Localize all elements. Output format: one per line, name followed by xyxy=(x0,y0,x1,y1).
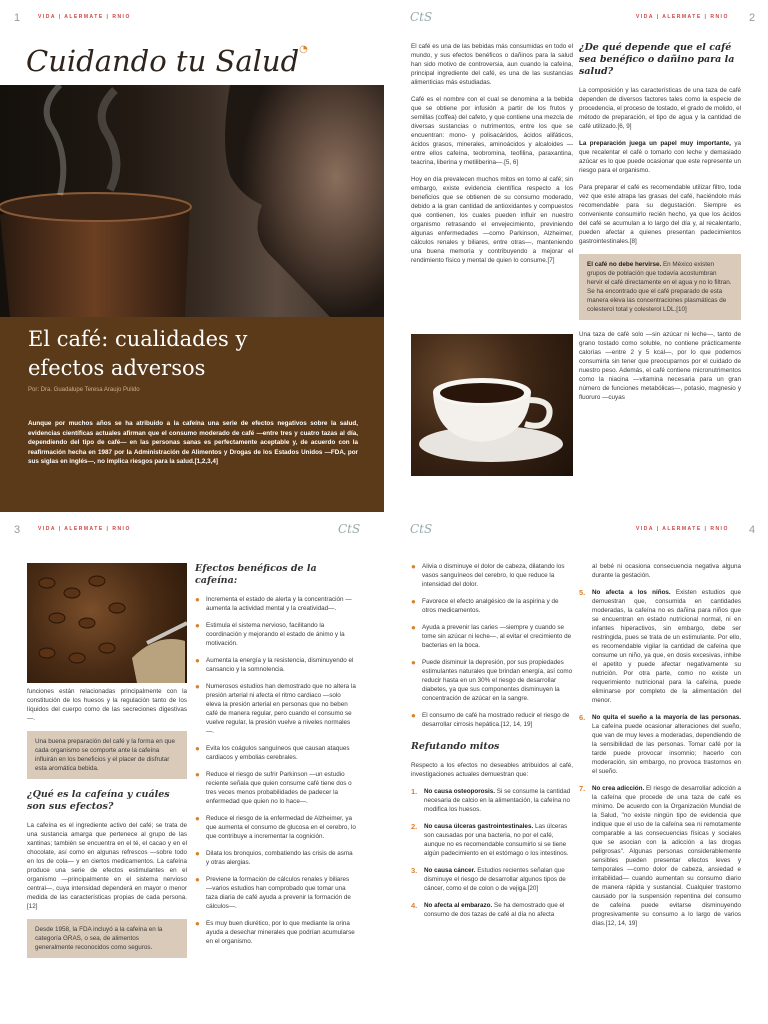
magazine-name: VIDA | ALERMATE | RNIO xyxy=(38,14,131,20)
bullet-icon: ● xyxy=(195,770,200,779)
list-item: ● Numerosos estudios han demostrado que no altera la presión arterial ni afecta el ritmo cardiaco —solo eleva la presión arterial en personas que no beben café de manera regular, pero cuando el consumo se vuelve regular, la presión vuelve a niveles normales—. xyxy=(195,682,356,735)
bullet-icon: ● xyxy=(195,875,200,884)
numbered-item: 1. No causa osteoporosis. Si se consume la cantidad necesaria de calcio en la alimentación, la cafeína no modifica los huesos. xyxy=(411,787,571,813)
numbered-item: 5. No afecta a los niños. Existen estudios que demuestran que, consumida en cantidades moderadas, la cafeína no es dañina para niños que se encuentran en estado nutricional normal, ni en infantes hiperactivos, sin embargo, debe ser restringida, pues se trata de un estimulante. Por ello, es recomendable vigilar la cantidad de cafeína que consume un niño, ya que, en dosis excesivas, inhibe el apetito y puede afectar negativamente su nutrición. Por otra parte, como no existe un requerimiento nutricional para la cafeína, puede eliminarse por completo de la alimentación del menor. xyxy=(579,588,742,704)
list-item: ● Evita los coágulos sanguíneos que causan ataques cardiacos y embolias cerebrales. xyxy=(195,744,350,761)
list-item: ● Alivia o disminuye el dolor de cabeza, dilatando los vasos sanguíneos del cerebro, lo que reduce la intensidad del dolor. xyxy=(411,562,565,588)
bullet-icon: ● xyxy=(411,562,416,571)
magazine-name: VIDA | ALERMATE | RNIO xyxy=(636,14,729,20)
bullet-icon: ● xyxy=(411,597,416,606)
paragraph: Hoy en día prevalecen muchos mitos en torno al café; sin embargo, existe evidencia científica respecto a los beneficios que se obtienen de su consumo moderado, debido a la gran cantidad de antioxidantes y compuestos que contienen, los cuales pueden influir en nuestro organismo retrasando el envejecimiento, previniendo algunas enfermedades —como Parkinson, Alzheimer, cálculos renales y biliares, entre otras—, manteniendo una buena memoria y contribuyendo a mejorar el rendimiento físico y mental de quien lo consume.[7] xyxy=(411,176,573,264)
bullet-icon: ● xyxy=(411,623,416,632)
column-right xyxy=(579,562,741,936)
hero-coffee-photo xyxy=(0,85,384,317)
coffee-cup-photo xyxy=(411,334,573,476)
callout-box: El café no debe hervirse. En México existen grupos de población que todavía acostumbran hervir el café directamente en el agua y no lo filtran. Se ha encontrado que el café preparado de esta manera eleva las concentraciones plasmáticas de colesterol total y colesterol LDL.[10] xyxy=(579,254,741,320)
list-item: ● Aumenta la energía y la resistencia, disminuyendo el cansancio y la somnolencia. xyxy=(195,656,354,673)
cts-logo: CtS xyxy=(410,10,433,24)
section-heading: Refutando mitos xyxy=(411,741,500,752)
list-item: ● Reduce el riesgo de la enfermedad de Alzheimer, ya que aumenta el consumo de glucosa en el cerebro, lo que contribuye a incrementar la cognición. xyxy=(195,814,356,840)
magazine-name: VIDA | ALERMATE | RNIO xyxy=(636,526,729,532)
column-left xyxy=(27,687,187,968)
steam-cup-icon: ◔ xyxy=(299,44,308,55)
list-item: ● Incrementa el estado de alerta y la concentración —aumenta la actividad mental y la creatividad—. xyxy=(195,595,352,612)
page-2 xyxy=(384,0,768,512)
numbered-item: 3. No causa cáncer. Estudios recientes señalan que disminuye el riesgo de desarrollar algunos tipos de cáncer, como el de colon o de vejiga.[20] xyxy=(411,866,566,892)
bullet-icon: ● xyxy=(195,849,200,858)
column-right xyxy=(579,42,741,410)
coffee-beans-icon xyxy=(27,563,187,683)
list-item: ● Estimula el sistema nervioso, facilitando la coordinación y mejorando el estado de ánimo y la motivación. xyxy=(195,621,345,647)
page-number: 2 xyxy=(749,12,756,24)
paragraph: La preparación juega un papel muy importante, ya que recalentar el café o tomarlo con leche y demasiado azúcar es lo que puede ocasionar que este represente un riesgo para el organismo. xyxy=(579,140,741,174)
callout-box: Desde 1958, la FDA incluyó a la cafeína en la categoría GRAS, o sea, de alimentos generalmente reconocidos como seguros. xyxy=(27,919,187,958)
page-number: 3 xyxy=(14,524,21,536)
numbered-item: 4. No afecta al embarazo. Se ha demostrado que el consumo de dos tazas de café al día no afecta xyxy=(411,901,565,918)
paragraph: funciones están relacionadas principalmente con la constitución de los huesos y la regulación tanto de los líquidos del cuerpo como de las secreciones digestivas—. xyxy=(27,688,187,722)
magazine-name: VIDA | ALERMATE | RNIO xyxy=(38,526,131,532)
section-heading: ¿Qué es la cafeína y cuáles son sus efectos? xyxy=(27,789,170,812)
column-left xyxy=(411,562,573,927)
page-4 xyxy=(384,512,768,1024)
paragraph: Para preparar el café es recomendable utilizar filtro, toda vez que este atrapa las grasas del café, haciéndolo más recomendable para su degustación. Siempre es conveniente consumirlo recién hecho, ya que los ácidos del café se acumulan a lo largo del día y, al recalentarlo, pueden afectar a quienes presentan padecimientos gastrointestinales.[8] xyxy=(579,184,741,245)
bullet-icon: ● xyxy=(195,744,200,753)
cts-logo: CtS xyxy=(338,522,361,536)
section-title: Cuidando tu Salud◔ xyxy=(26,44,308,78)
bullet-icon: ● xyxy=(195,682,200,691)
list-item: ● Dilata los bronquios, combatiendo las crisis de asma y otras alergias. xyxy=(195,849,353,866)
emphasis: El café no debe hervirse. xyxy=(587,261,662,268)
coffee-cup-illustration xyxy=(0,85,384,317)
list-item: ● Favorece el efecto analgésico de la aspirina y de otros medicamentos. xyxy=(411,597,559,614)
paragraph: El café es una de las bebidas más consumidas en todo el mundo, y sus efectos benéficos o dañinos para la salud han sido motivo de controversia, aun cuando la cafeína, principal ingrediente del café, es una de las sustancias alimenticias más estudiadas. xyxy=(411,43,573,86)
page-1 xyxy=(0,0,384,512)
bullet-icon: ● xyxy=(195,621,200,630)
list-item: ● Es muy buen diurético, por lo que mediante la orina ayuda a desechar minerales que podrían acumularse en el organismo. xyxy=(195,919,355,945)
numbered-item: 7. No crea adicción. El riesgo de desarrollar adicción a la cafeína que procede de una taza de café es mínimo. De acuerdo con la Organización Mundial de la Salud, "no existe ningún tipo de evidencia que indique que el uso de la cafeína sea ni remotamente comparable a las consecuencias físicas y sociales que se asocian con la adicción a las drogas peligrosas". Algunas personas considerablemente sensibles pueden presentar efectos leves y temporales —como dolor de cabeza, ansiedad e irritabilidad— cuando aumentan su consumo diario de manera rápida y sustancial. Cualquier trastorno causado por la suspensión repentina del consumo de cafeína puede evitarse disminuyendo progresivamente su consumo a lo largo de varios días.[12, 14, 19] xyxy=(579,784,741,927)
list-item: ● El consumo de café ha mostrado reducir el riesgo de desarrollar cirrosis hepática.[12, 14, 19] xyxy=(411,711,570,728)
author: Por: Dra. Guadalupe Teresa Araujo Pulido xyxy=(28,387,140,393)
bullet-icon: ● xyxy=(195,656,200,665)
paragraph: al bebé ni ocasiona consecuencia negativa alguna durante la gestación. xyxy=(592,563,741,579)
list-item: ● Reduce el riesgo de sufrir Parkinson —un estudio reciente señala que quien consume café tiene dos o tres veces menos probabilidades de padecer la enfermedad que quien no lo hace—. xyxy=(195,770,352,805)
emphasis: La preparación juega un papel muy importante, xyxy=(579,140,731,147)
page-3 xyxy=(0,512,384,1024)
bullet-icon: ● xyxy=(411,658,416,667)
section-heading: ¿De qué depende que el café sea benéfico o dañino para la salud? xyxy=(579,42,735,77)
numbered-item: 6. No quita el sueño a la mayoría de las personas. La cafeína puede ocasionar alteraciones del sueño, que van de muy leves a moderadas, dependiendo de la sensibilidad de las personas. Tomar café por la tarde puede provocar insomnio; hacerlo con moderación, sin embargo, no provoca trastornos en el sueño. xyxy=(579,713,741,775)
paragraph: Una taza de café solo —sin azúcar ni leche—, tanto de grano tostado como soluble, no contiene prácticamente calorías —entre 2 y 5 kcal—, por lo que podemos consumirla sin tener que preocuparnos por el cuidado de nuestro peso. Además, el café contiene micronutrimentos como la niacina —vitamina necesaria para un gran número de funciones metabólicas—, potasio, magnesio y fluoruro —cuyas xyxy=(579,331,741,401)
bullet-icon: ● xyxy=(195,814,200,823)
list-item: ● Ayuda a prevenir las caries —siempre y cuando se tome sin azúcar ni leche—, al evitar el crecimiento de bacterias en la boca. xyxy=(411,623,572,649)
page-number: 1 xyxy=(14,12,21,24)
bullet-icon: ● xyxy=(195,595,200,604)
callout-box: Una buena preparación del café y la forma en que cada organismo se comporte ante la cafeína influirán en los beneficios y el placer de disfrutar esta aromática bebida. xyxy=(27,731,187,779)
numbered-item: 2. No causa úlceras gastrointestinales. Las úlceras son causadas por una bacteria, no por el café, aunque no es recomendable consumirlo si se tiene algún padecimiento en el estómago o los intestinos. xyxy=(411,822,569,857)
article-header-block xyxy=(0,317,384,512)
article-title: El café: cualidades y efectos adversos xyxy=(28,327,248,380)
bullet-icon: ● xyxy=(411,711,416,720)
bullet-icon: ● xyxy=(195,919,200,928)
cup-and-beans-icon xyxy=(411,334,573,476)
paragraph: La composición y las características de una taza de café dependen de diversos factores tales como la especie de procedencia, el proceso de tostado, el grado de molido, el método de preparación, el tipo de agua y la cantidad de café utilizado.[6, 9] xyxy=(579,87,741,130)
paragraph: Respecto a los efectos no deseables atribuidos al café, investigaciones actuales demuestran que: xyxy=(411,762,573,778)
column-right xyxy=(195,563,357,954)
list-item: ● Previene la formación de cálculos renales y biliares —varios estudios han comprobado que tomar una taza diaria de café ayuda a prevenir la formación de cálculos—. xyxy=(195,875,351,910)
page-number: 4 xyxy=(749,524,756,536)
section-heading: Efectos benéficos de la cafeína: xyxy=(195,563,317,586)
column-left xyxy=(411,42,573,273)
paragraph: La cafeína es el ingrediente activo del café; se trata de una sustancia amarga que pertenece al grupo de las xantinas; también se encuentra en el té, el cacao y en el chocolate, así como en algunas refrescos —sobre todo en los de cola— y en ciertos medicamentos. La cafeína produce una serie de efectos estimulantes en el organismo —principalmente en el sistema nervioso central—, cuya intensidad dependerá en mayor o menor medida de las características propias de cada persona.[12] xyxy=(27,822,187,910)
paragraph: Café es el nombre con el cual se denomina a la bebida que se obtiene por infusión a partir de los frutos y semillas (coffea) del cafeto, y que contiene una mezcla de diversas sustancias o nutrimentos, entre los que se encuentran: mono- y polisacáridos, ácidos alifáticos, ácidos grasos, minerales, aminoácidos y alcaloides —entre ellos cafeína, teobromina, teofilina, paraxantina, teacrina, liberina y metiliberina—.[5, 6] xyxy=(411,96,573,166)
coffee-beans-photo xyxy=(27,563,187,683)
cts-logo: CtS xyxy=(410,522,433,536)
list-item: ● Puede disminuir la depresión, por sus propiedades estimulantes naturales que brindan energía, así como reducir hasta en un 30% el riesgo de desarrollar diabetes, ya que sus componentes disminuyen la concentración de azúcar en la sangre. xyxy=(411,658,573,702)
article-intro: Aunque por muchos años se ha atribuido a la cafeína una serie de efectos negativos sobre la salud, evidencias científicas actuales afirman que el consumo moderado de café —entre tres y cuatro tazas al día, dependiendo del tipo de café— en las personas sanas es perfectamente aceptable y, de acuerdo con la reafirmación hecha en 1987 por la Administración de Alimentos y Drogas de los Estados Unidos —FDA, por sus siglas en inglés—, no implica riesgos para la salud.[1,2,3,4] xyxy=(28,420,358,465)
